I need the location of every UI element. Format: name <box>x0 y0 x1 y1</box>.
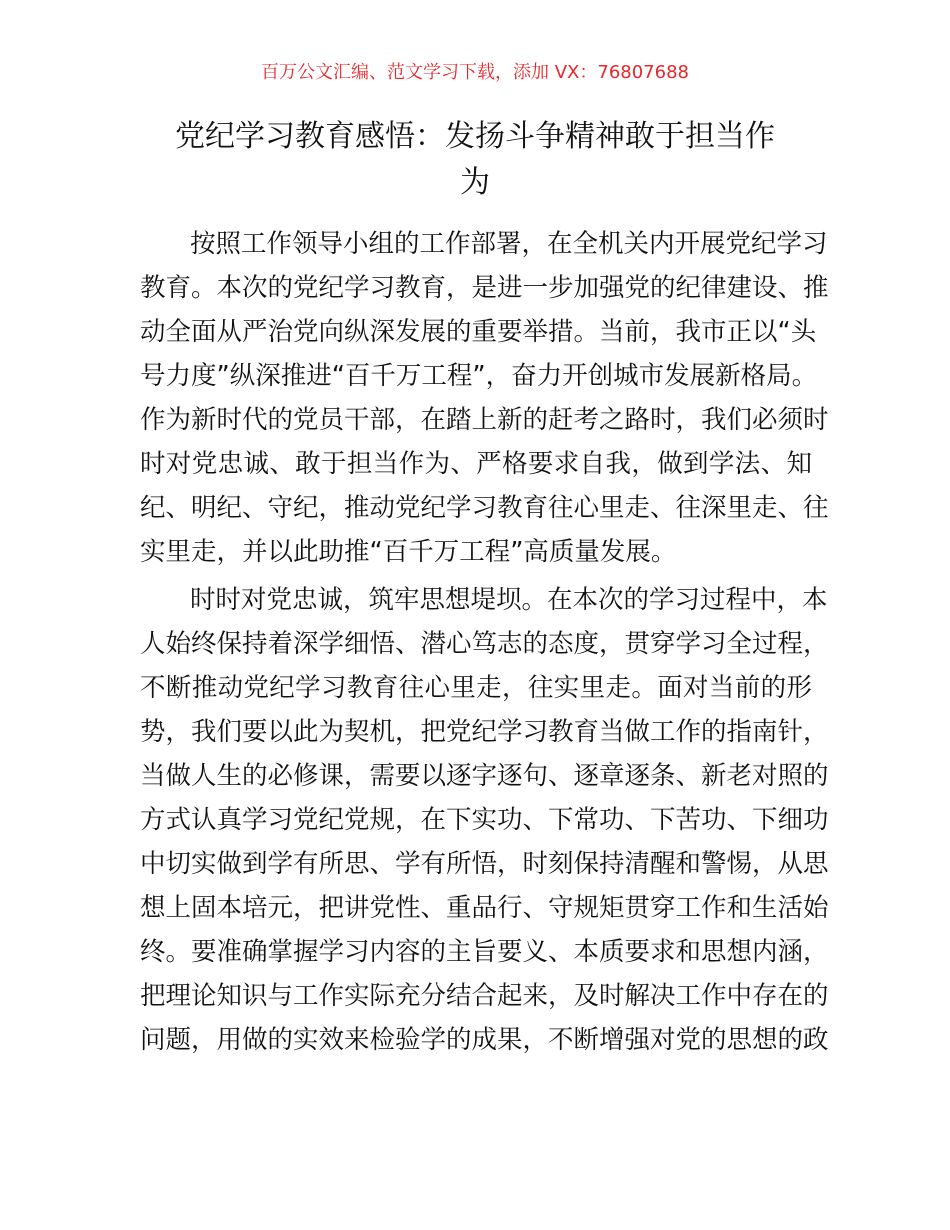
paragraph-2-line: 当做人生的必修课，需要以逐字逐句、逐章逐条、新老对照的 <box>140 761 829 791</box>
paragraph-2-line: 人始终保持着深学细悟、潜心笃志的态度，贯穿学习全过程， <box>140 629 829 659</box>
paragraph-2-line: 问题，用做的实效来检验学的成果，不断增强对党的思想的政 <box>140 1025 829 1055</box>
paragraph-1-line: 实里走，并以此助推“百千万工程”高质量发展。 <box>140 537 677 567</box>
title-line-2: 为 <box>460 165 490 200</box>
title-line-1: 党纪学习教育感悟：发扬斗争精神敢于担当作 <box>175 119 775 154</box>
paragraph-1-line: 作为新时代的党员干部，在踏上新的赶考之路时，我们必须时 <box>140 405 829 435</box>
paragraph-1-line: 教育。本次的党纪学习教育，是进一步加强党的纪律建设、推 <box>140 273 829 303</box>
paragraph-1-line: 纪、明纪、守纪，推动党纪学习教育往心里走、往深里走、往 <box>140 493 829 523</box>
watermark-banner: 百万公文汇编、范文学习下载，添加 VX：76807688 <box>261 62 689 83</box>
document-title <box>130 114 820 206</box>
paragraph-2-line: 想上固本培元，把讲党性、重品行、守规矩贯穿工作和生活始 <box>140 893 829 923</box>
paragraph-2-line: 终。要准确掌握学习内容的主旨要义、本质要求和思想内涵， <box>140 937 829 967</box>
paragraph-1-line: 时对党忠诚、敢于担当作为、严格要求自我，做到学法、知 <box>140 449 812 479</box>
paragraph-1-line: 号力度”纵深推进“百千万工程”，奋力开创城市发展新格局。 <box>140 361 818 391</box>
paragraph-1-line: 动全面从严治党向纵深发展的重要举措。当前，我市正以“头 <box>140 317 817 347</box>
paragraph-2-line: 势，我们要以此为契机，把党纪学习教育当做工作的指南针， <box>140 717 829 747</box>
paragraph-2-line: 把理论知识与工作实际充分结合起来，及时解决工作中存在的 <box>140 981 829 1011</box>
paragraph-2-line: 时时对党忠诚，筑牢思想堤坝。在本次的学习过程中，本 <box>190 585 828 615</box>
paragraph-1-line: 按照工作领导小组的工作部署，在全机关内开展党纪学习 <box>190 229 828 259</box>
paragraph-2-line: 中切实做到学有所思、学有所悟，时刻保持清醒和警惕，从思 <box>140 849 829 879</box>
paragraph-2-line: 方式认真学习党纪党规，在下实功、下常功、下苦功、下细功 <box>140 805 829 835</box>
paragraph-2-line: 不断推动党纪学习教育往心里走，往实里走。面对当前的形 <box>140 673 812 703</box>
